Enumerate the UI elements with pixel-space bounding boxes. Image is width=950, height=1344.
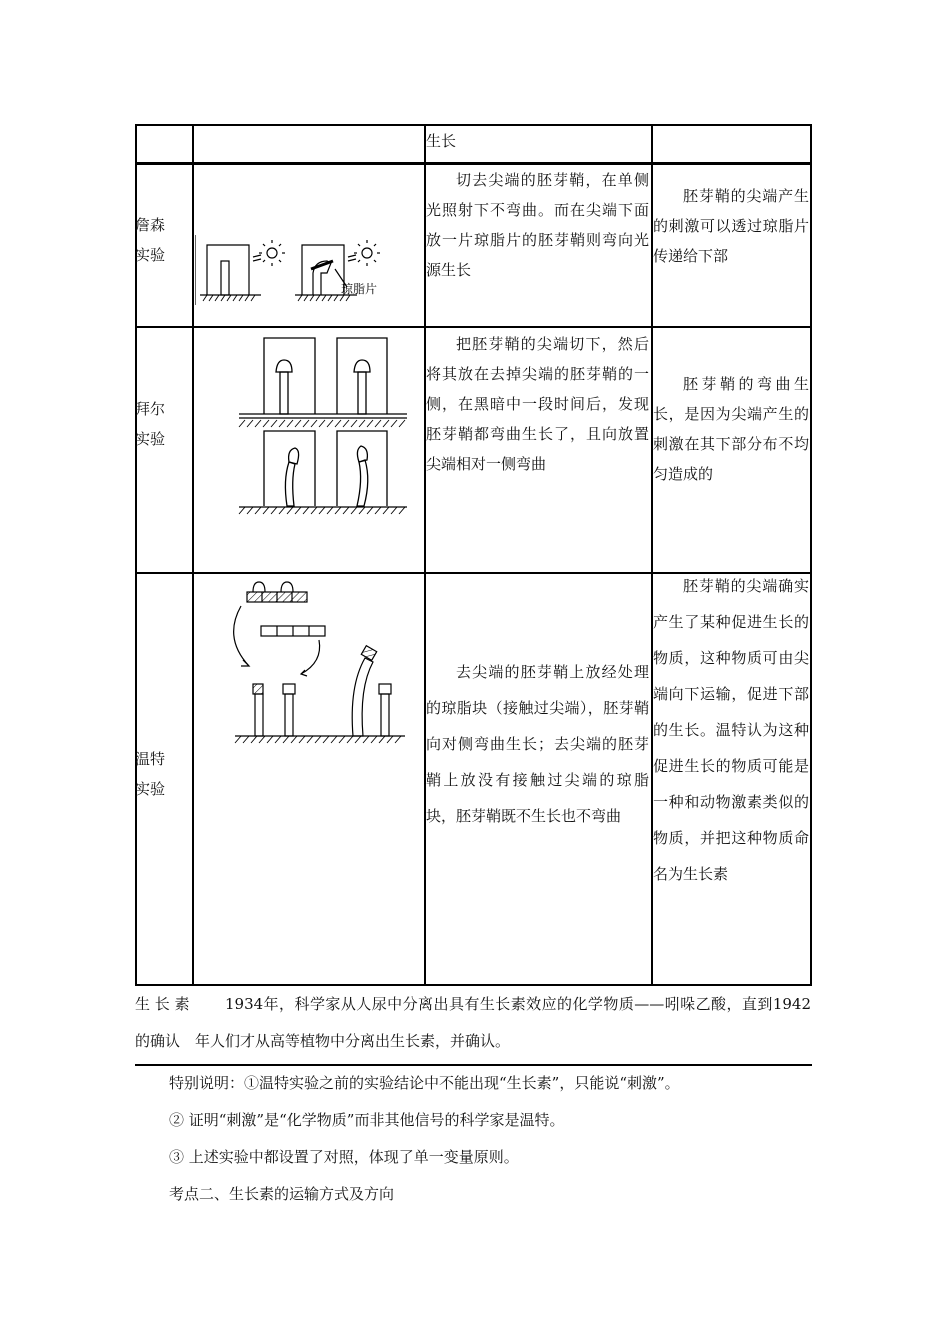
jensen-diagram bbox=[195, 165, 423, 325]
went-process: 去尖端的胚芽鞘上放经处理的琼脂块（接触过尖端），胚芽鞘向对侧弯曲生长；去尖端的胚芽鞘上放没有接触过尖端的琼脂块，胚芽鞘既不生长也不弯曲 bbox=[426, 663, 649, 825]
process-cell-continued: 生长 bbox=[426, 132, 457, 150]
paal-diagram bbox=[195, 330, 423, 570]
agar-sheet-label: 琼脂片 bbox=[341, 282, 378, 296]
jensen-process: 切去尖端的胚芽鞘，在单侧光照射下不弯曲。而在尖端下面放一片琼脂片的胚芽鞘则弯向光源生长 bbox=[426, 171, 649, 279]
experiment-table bbox=[135, 124, 812, 1066]
auxin-confirmation-label: 生 长 素 的确认 bbox=[135, 995, 190, 1050]
note-went-proof: ② 证明“刺激”是“化学物质”而非其他信号的科学家是温特。 bbox=[169, 1111, 565, 1129]
section-heading: 考点二、生长素的运输方式及方向 bbox=[169, 1185, 395, 1203]
jensen-conclusion: 胚芽鞘的尖端产生的刺激可以透过琼脂片传递给下部 bbox=[653, 187, 809, 265]
paal-process: 把胚芽鞘的尖端切下，然后将其放在去掉尖端的胚芽鞘的一侧，在黑暗中一段时间后，发现胚芽鞘都弯曲生长了，且向放置尖端相对一侧弯曲 bbox=[426, 335, 649, 473]
experiment-name-went: 温特 实验 bbox=[135, 750, 166, 798]
note-control-principle: ③ 上述实验中都设置了对照，体现了单一变量原则。 bbox=[169, 1148, 519, 1166]
experiment-name-jensen: 詹森 实验 bbox=[135, 216, 166, 264]
table-rule bbox=[135, 326, 812, 328]
went-diagram bbox=[195, 576, 423, 756]
table-rule bbox=[192, 124, 194, 986]
went-conclusion: 胚芽鞘的尖端确实产生了某种促进生长的物质，这种物质可由尖端向下运输，促进下部的生长。温特认为这种促进生长的物质可能是一种和动物激素类似的物质，并把这种物质命名为生长素 bbox=[653, 577, 809, 883]
table-rule bbox=[135, 1064, 812, 1066]
auxin-confirmation-text: 1934年，科学家从人尿中分离出具有生长素效应的化学物质——吲哚乙酸，直到1942年人们才从高等植物中分离出生长素，并确认。 bbox=[195, 995, 811, 1050]
experiment-name-paal: 拜尔 实验 bbox=[135, 400, 166, 448]
notes-section bbox=[169, 1068, 680, 1216]
table-rule bbox=[810, 124, 812, 986]
paal-conclusion: 胚芽鞘的弯曲生长，是因为尖端产生的刺激在其下部分布不均匀造成的 bbox=[653, 375, 809, 483]
note-special: 特别说明：①温特实验之前的实验结论中不能出现“生长素”，只能说“刺激”。 bbox=[169, 1074, 680, 1092]
